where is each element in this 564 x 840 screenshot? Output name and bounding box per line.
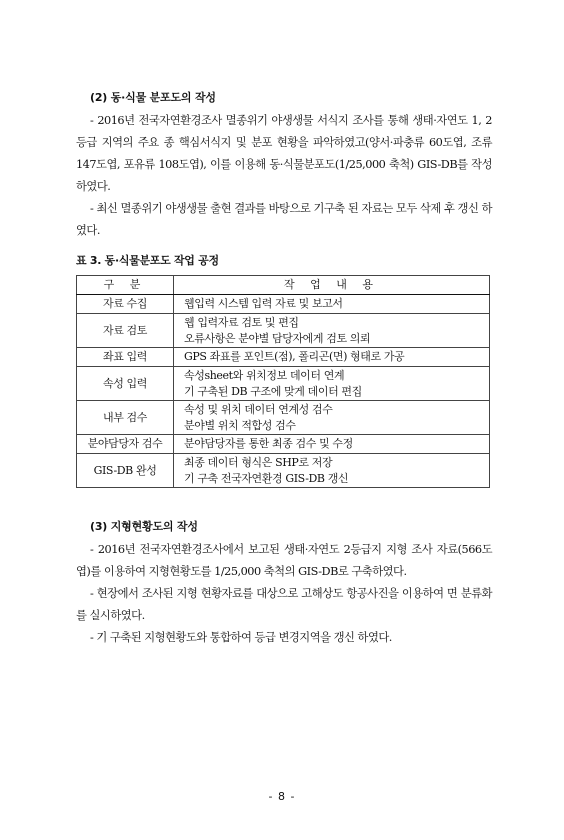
row-category: 분야담당자 검수 [77,435,174,454]
row-category: GIS-DB 완성 [77,454,174,488]
row-category: 속성 입력 [77,367,174,401]
paragraph-distribution-1: - 2016년 전국자연환경조사 멸종위기 야생생물 서식지 조사를 통해 생태·자연도 1, 2등급 지역의 주요 종 핵심서식지 및 분포 현황을 파악하였고(양서·파충류 60도엽, 조류 147도엽, 포유류 108도엽), 이를 이용해 동·식물분포도(1/25,000 축척) GIS-DB를 작성하였다. [76,114,492,193]
row-content-line: GPS 좌표를 포인트(점), 폴리곤(면) 형태로 가공 [184,350,405,363]
row-content-line: 웹 입력자료 검토 및 편집 [184,315,299,329]
table-body [77,295,490,488]
row-content-line: 속성 및 위치 데이터 연계성 검수 [184,402,333,416]
row-content [174,367,490,401]
row-content-line: 기 구축된 DB 구조에 맞게 데이터 편집 [184,384,362,398]
row-content [174,454,490,488]
row-content-line: 분야담당자를 통한 최종 검수 및 수정 [184,437,353,450]
row-category: 자료 검토 [77,314,174,348]
table-header-row [77,276,490,295]
paragraph-terrain-3: - 기 구축된 지형현황도와 통합하여 등급 변경지역을 갱신 하였다. [90,631,392,644]
row-content [174,314,490,348]
row-content-line: 기 구축 전국자연환경 GIS-DB 갱신 [184,471,349,485]
row-content-line: 웹입력 시스템 입력 자료 및 보고서 [184,297,343,310]
header-category: 구 분 [77,276,174,295]
row-category: 자료 수집 [77,295,174,314]
table-row [77,314,490,348]
table-row [77,348,490,367]
table-row [77,435,490,454]
row-category: 내부 검수 [77,401,174,435]
table-row [77,295,490,314]
header-content: 작 업 내 용 [174,276,490,295]
row-content [174,435,490,454]
paragraph-terrain-1: - 2016년 전국자연환경조사에서 보고된 생태·자연도 2등급지 지형 조사 자료(566도엽)를 이용하여 지형현황도를 1/25,000 축척의 GIS-DB로 구축하였다. [76,543,492,578]
row-content [174,401,490,435]
page-number: - 8 - [268,790,296,803]
row-content-line: 최종 데이터 형식은 SHP로 저장 [184,455,333,469]
section-heading-terrain-map: (3) 지형현황도의 작성 [90,520,198,533]
table-caption: 표 3. 동·식물분포도 작업 공정 [76,254,219,267]
row-content-line: 속성sheet와 위치정보 데이터 연계 [184,368,345,382]
paragraph-terrain-2: - 현장에서 조사된 지형 현황자료를 대상으로 고해상도 항공사진을 이용하여 면 분류화를 실시하였다. [76,587,492,622]
row-content-line: 분야별 위치 적합성 검수 [184,418,296,432]
table-row [77,401,490,435]
work-process-table [76,275,490,488]
section-heading-distribution-map: (2) 동·식물 분포도의 작성 [90,91,216,104]
row-content [174,295,490,314]
table-row [77,367,490,401]
row-category: 좌표 입력 [77,348,174,367]
paragraph-distribution-2: - 최신 멸종위기 야생생물 출현 결과를 바탕으로 기구축 된 자료는 모두 삭제 후 갱신 하였다. [76,202,492,237]
row-content-line: 오류사항은 분야별 담당자에게 검토 의뢰 [184,331,371,345]
table-row [77,454,490,488]
row-content [174,348,490,367]
